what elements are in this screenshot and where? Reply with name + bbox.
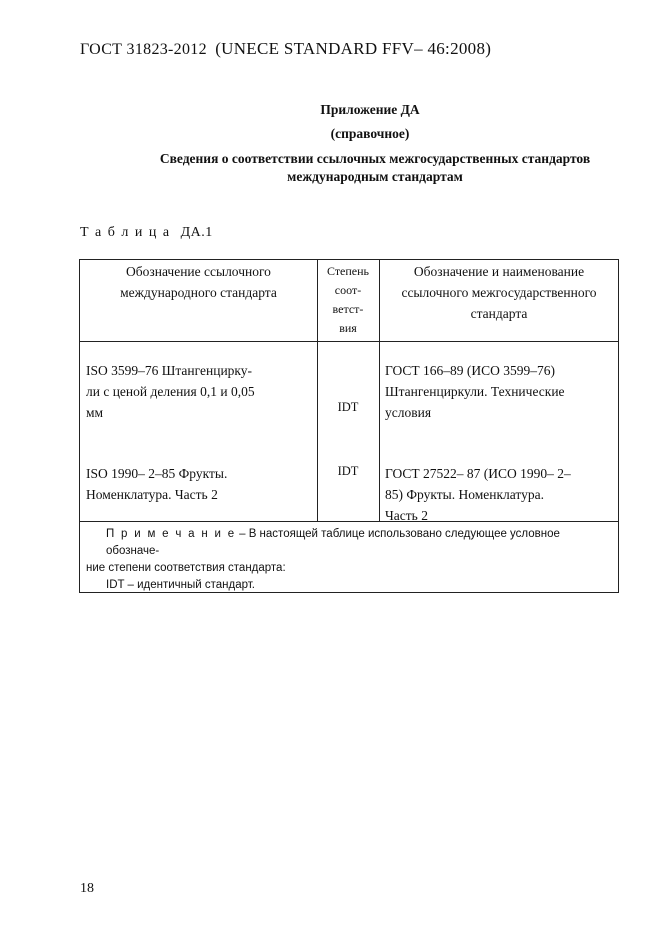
- appendix-subtitle: (справочное): [330, 126, 410, 141]
- cell-text: ISO 3599–76 Штангенцирку-: [86, 363, 253, 378]
- row-2-international-standard: [86, 463, 311, 505]
- note-line: [86, 526, 614, 560]
- header-text: Степень: [326, 264, 370, 278]
- cell-text: ГОСТ 166–89 (ИСО 3599–76): [385, 363, 556, 378]
- table-caption: [80, 225, 213, 241]
- header-text: Обозначение и наименование: [413, 264, 585, 279]
- cell-text: 85) Фрукты. Номенклатура.: [385, 487, 544, 502]
- cell-text: Штангенциркули. Технические: [385, 384, 565, 399]
- header-text: международного стандарта: [120, 285, 277, 300]
- gost-number: ГОСТ 31823-2012: [80, 41, 207, 58]
- row-1-international-standard: [86, 360, 311, 423]
- document-header: [80, 39, 491, 59]
- appendix-heading: [110, 150, 640, 186]
- note-line: ние степени соответствия стандарта:: [86, 562, 286, 574]
- header-text: соот-: [334, 283, 362, 297]
- header-text: ссылочного межгосударственного: [401, 285, 597, 300]
- appendix-title: Приложение ДА: [320, 102, 420, 117]
- header-text: ветст-: [332, 302, 364, 316]
- table-number: ДА.1: [180, 225, 213, 240]
- page-number: 18: [80, 881, 94, 896]
- header-text: вия: [339, 321, 357, 335]
- header-degree: [317, 262, 379, 338]
- row-1-degree: IDT: [337, 400, 359, 414]
- cell-text: мм: [86, 405, 104, 420]
- cell-text: ГОСТ 27522– 87 (ИСО 1990– 2–: [385, 466, 571, 481]
- row-2-degree: IDT: [337, 464, 359, 478]
- note-label: П р и м е ч а н и е: [106, 528, 236, 540]
- appendix-heading-line: международным стандартам: [287, 169, 463, 184]
- row-2-interstate-standard: [385, 463, 614, 526]
- cell-text: ли с ценой деления 0,1 и 0,05: [86, 384, 255, 399]
- header-text: Обозначение ссылочного: [126, 264, 271, 279]
- header-divider: [80, 341, 618, 342]
- cell-text: условия: [385, 405, 432, 420]
- note-text: – В настоящей таблице использовано следующее условное обозначе-: [106, 528, 560, 557]
- correspondence-table: [79, 259, 619, 593]
- header-international-standard: [80, 261, 317, 303]
- cell-text: Часть 2: [385, 508, 428, 523]
- unece-standard: (UNECE STANDARD FFV– 46:2008): [215, 39, 492, 58]
- table-note: [86, 526, 614, 594]
- appendix-heading-line: Сведения о соответствии ссылочных межгосударственных стандартов: [159, 151, 591, 166]
- row-1-interstate-standard: [385, 360, 614, 423]
- header-interstate-standard: [379, 261, 619, 324]
- cell-text: Номенклатура. Часть 2: [86, 487, 218, 502]
- header-text: стандарта: [470, 306, 528, 321]
- cell-text: ISO 1990– 2–85 Фрукты.: [86, 466, 228, 481]
- note-line: IDT – идентичный стандарт.: [106, 579, 255, 591]
- table-caption-label: Т а б л и ц а: [80, 225, 171, 240]
